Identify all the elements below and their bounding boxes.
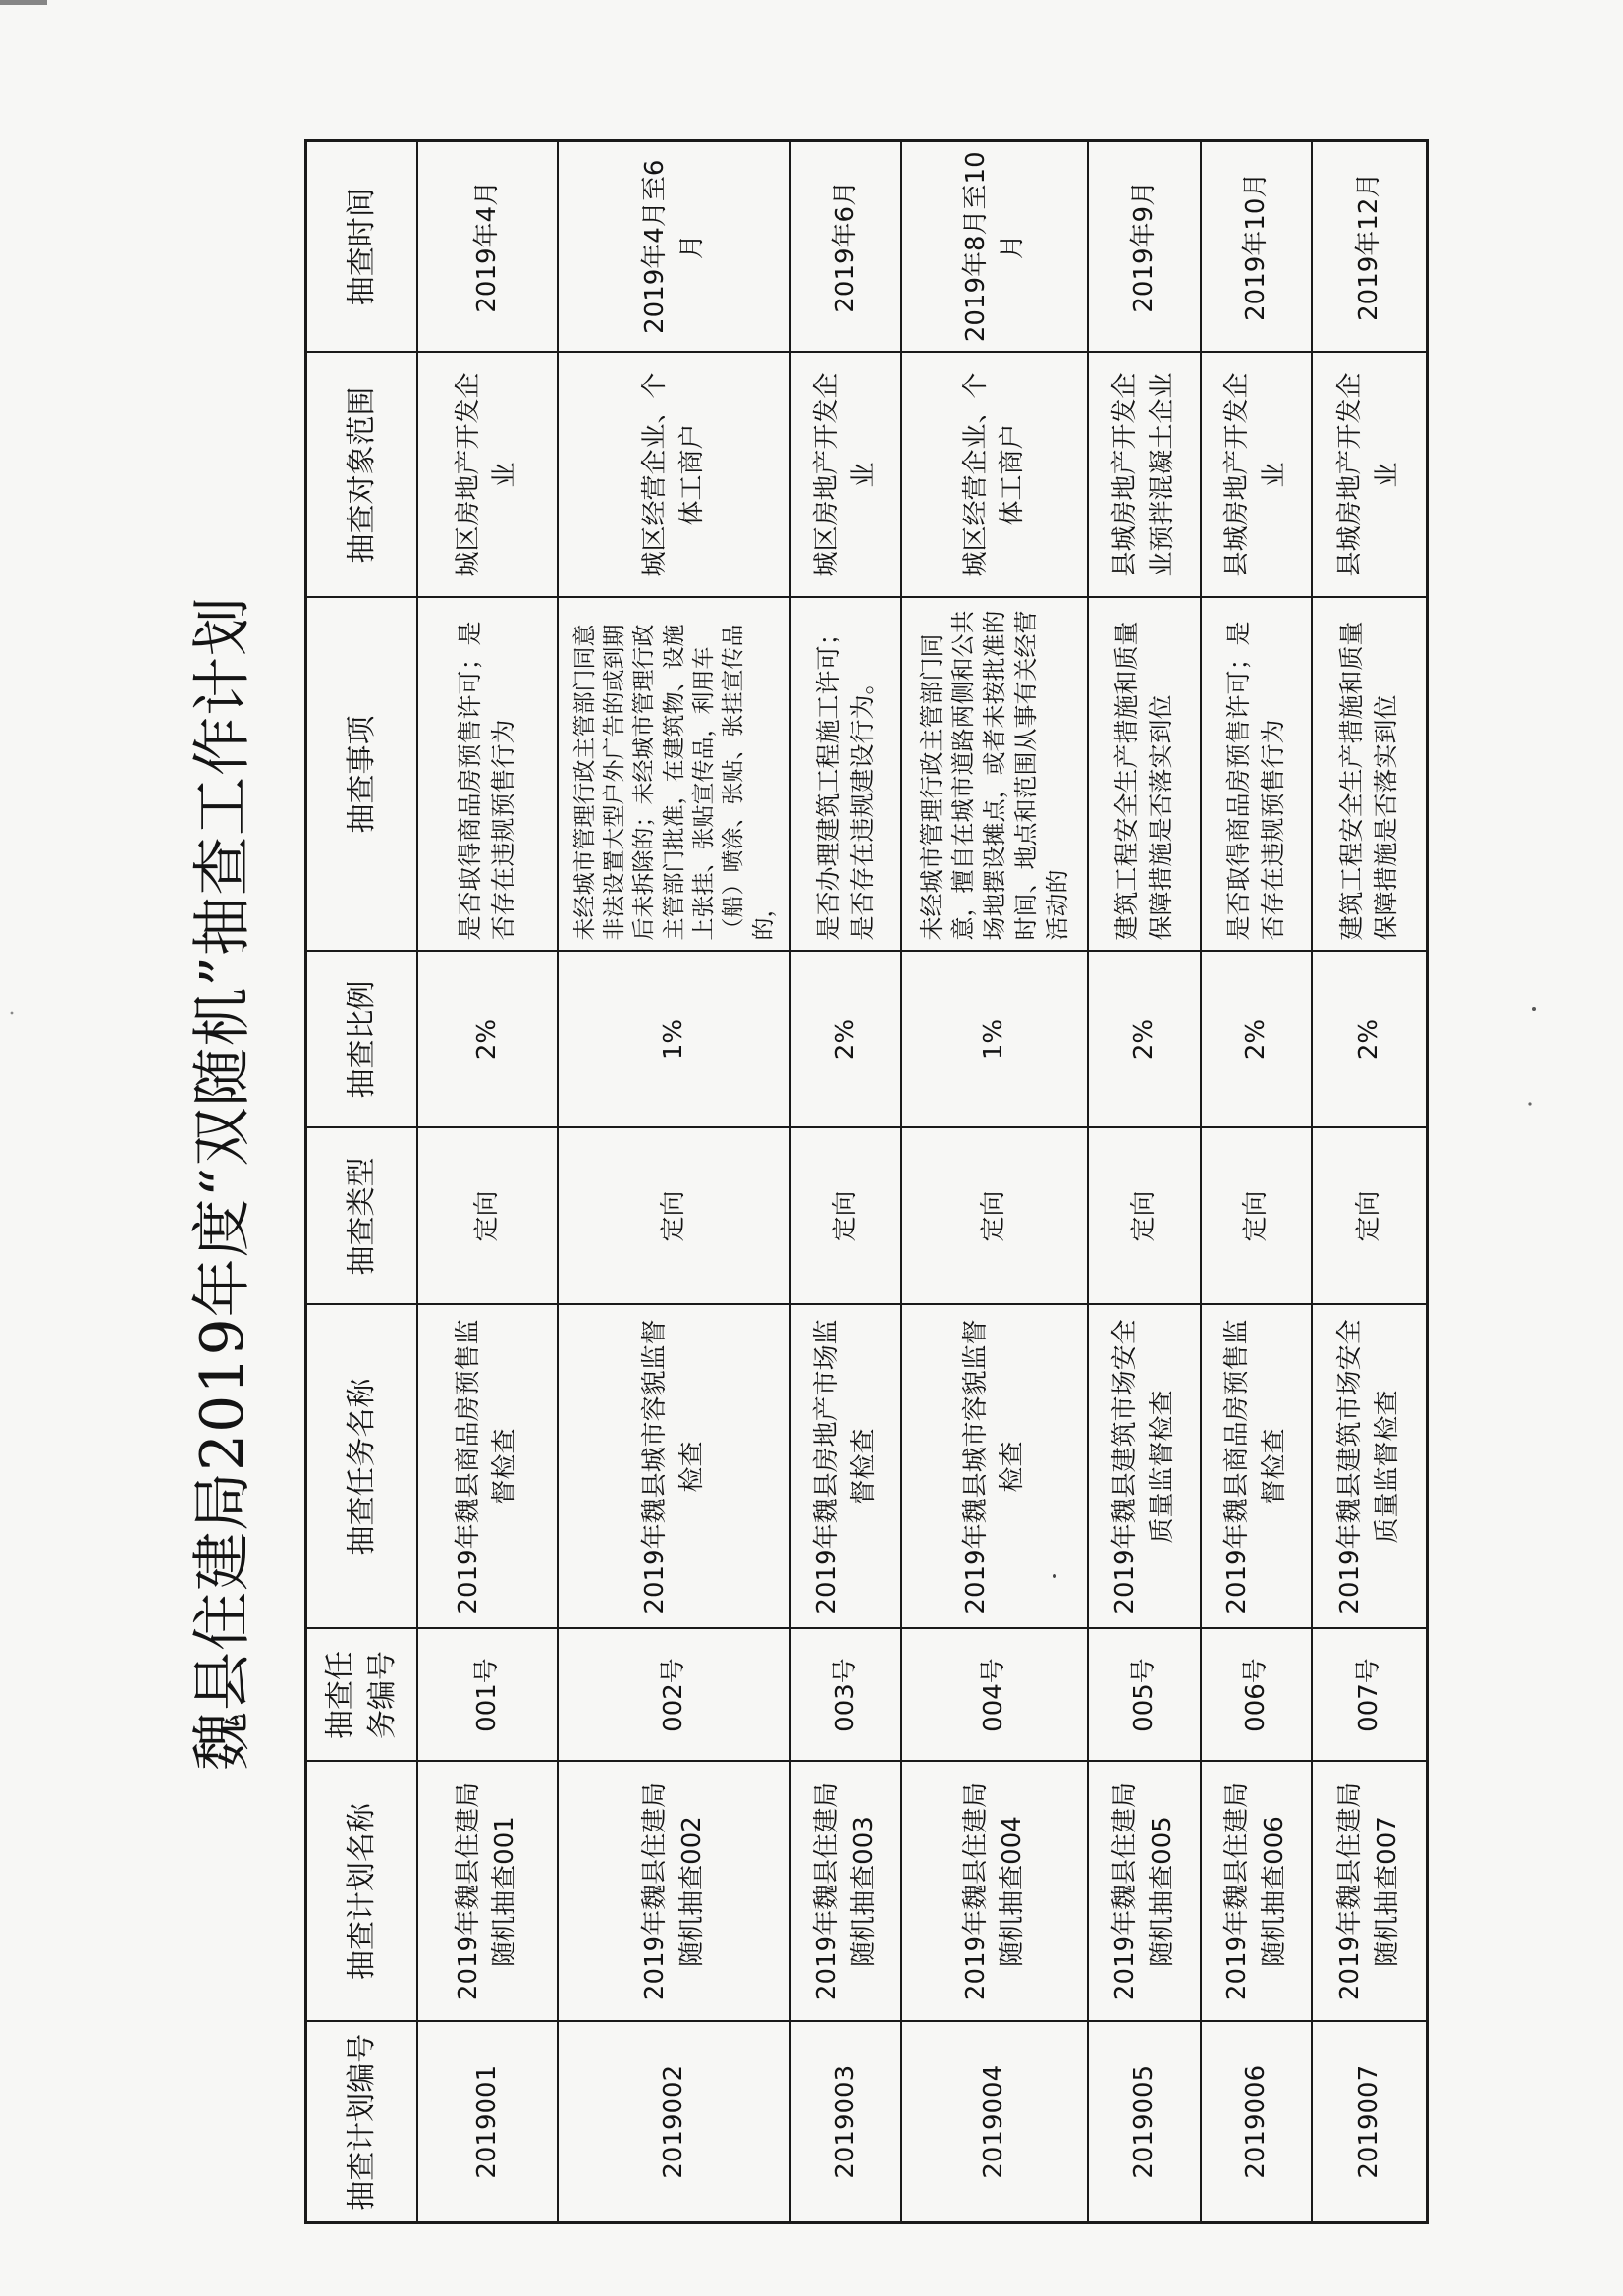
cell-items: 是否取得商品房预售许可；是否存在违规预售行为: [1201, 598, 1312, 952]
header-type: 抽查类型: [306, 1128, 417, 1305]
document-title: 魏县住建局2019年度“双随机”抽查工作计划: [189, 595, 257, 1772]
cell-time: 2019年4月: [417, 141, 559, 353]
cell-time: 2019年4月至6月: [558, 141, 790, 353]
table-row: [1088, 141, 1201, 2223]
cell-type: 定向: [790, 1128, 901, 1305]
cell-scope: 县城房地产开发企业: [1312, 353, 1427, 598]
cell-plan-name: 2019年魏县住建局随机抽查002: [558, 1762, 790, 2022]
header-task-name: 抽查任务名称: [306, 1305, 417, 1629]
cell-items: 未经城市管理行政主管部门同意非法设置大型户外广告的或到期后未拆除的；未经城市管理行政主管部门批准，在建筑物、设施上张挂、张贴宣传品，利用车（船）喷涂、张贴、张挂宣传品的，: [558, 598, 790, 952]
cell-task-no: 004号: [901, 1629, 1088, 1762]
cell-scope: 城区经营企业、个体工商户: [901, 353, 1088, 598]
cell-time: 2019年9月: [1088, 141, 1201, 353]
cell-task-no: 005号: [1088, 1629, 1201, 1762]
cell-ratio: 2%: [1088, 952, 1201, 1128]
cell-plan-name: 2019年魏县住建局随机抽查001: [417, 1762, 559, 2022]
header-plan-name: 抽查计划名称: [306, 1762, 417, 2022]
cell-plan-name: 2019年魏县住建局随机抽查005: [1088, 1762, 1201, 2022]
cell-type: 定向: [1088, 1128, 1201, 1305]
table-header-row: [306, 141, 417, 2223]
header-time: 抽查时间: [306, 141, 417, 353]
cell-plan-name: 2019年魏县住建局随机抽查007: [1312, 1762, 1427, 2022]
cell-task-no: 006号: [1201, 1629, 1312, 1762]
cell-plan-no: 2019006: [1201, 2022, 1312, 2223]
cell-plan-no: 2019007: [1312, 2022, 1427, 2223]
cell-plan-no: 2019005: [1088, 2022, 1201, 2223]
cell-ratio: 2%: [417, 952, 559, 1128]
cell-time: 2019年6月: [790, 141, 901, 353]
cell-type: 定向: [901, 1128, 1088, 1305]
cell-ratio: 2%: [790, 952, 901, 1128]
cell-items: 建筑工程安全生产措施和质量保障措施是否落实到位: [1088, 598, 1201, 952]
cell-task-name: 2019年魏县建筑市场安全质量监督检查: [1088, 1305, 1201, 1629]
cell-ratio: 2%: [1201, 952, 1312, 1128]
cell-items: 未经城市管理行政主管部门同意，擅自在城市道路两侧和公共场地摆设摊点，或者未按批准的时间、地点和范围从事有关经营活动的: [901, 598, 1088, 952]
cell-task-no: 002号: [558, 1629, 790, 1762]
cell-items: 是否取得商品房预售许可；是否存在违规预售行为: [417, 598, 559, 952]
cell-time: 2019年12月: [1312, 141, 1427, 353]
header-plan-no: 抽查计划编号: [306, 2022, 417, 2223]
cell-task-no: 003号: [790, 1629, 901, 1762]
cell-ratio: 2%: [1312, 952, 1427, 1128]
cell-time: 2019年10月: [1201, 141, 1312, 353]
cell-task-name: 2019年魏县房地产市场监督检查: [790, 1305, 901, 1629]
header-ratio: 抽查比例: [306, 952, 417, 1128]
cell-task-name: 2019年魏县城市容貌监督检查: [558, 1305, 790, 1629]
header-items: 抽查事项: [306, 598, 417, 952]
cell-plan-no: 2019001: [417, 2022, 559, 2223]
cell-plan-no: 2019003: [790, 2022, 901, 2223]
cell-plan-name: 2019年魏县住建局随机抽查003: [790, 1762, 901, 2022]
table-row: [901, 141, 1088, 2223]
cell-scope: 县城房地产开发企业预拌混凝土企业: [1088, 353, 1201, 598]
cell-items: 是否办理建筑工程施工许可；是否存在违规建设行为。: [790, 598, 901, 952]
cell-task-name: 2019年魏县建筑市场安全质量监督检查: [1312, 1305, 1427, 1629]
cell-type: 定向: [1312, 1128, 1427, 1305]
cell-type: 定向: [1201, 1128, 1312, 1305]
cell-scope: 县城房地产开发企业: [1201, 353, 1312, 598]
cell-task-no: 007号: [1312, 1629, 1427, 1762]
cell-ratio: 1%: [901, 952, 1088, 1128]
rotated-content: [162, 142, 1429, 2224]
cell-type: 定向: [558, 1128, 790, 1305]
cell-task-name: 2019年魏县商品房预售监督检查: [1201, 1305, 1312, 1629]
cell-scope: 城区房地产开发企业: [790, 353, 901, 598]
cell-scope: 城区房地产开发企业: [417, 353, 559, 598]
table-row: [417, 141, 559, 2223]
cell-time: 2019年8月至10月: [901, 141, 1088, 353]
cell-task-name: 2019年魏县城市容貌监督检查: [901, 1305, 1088, 1629]
header-task-no: 抽查任务编号: [306, 1629, 417, 1762]
cell-ratio: 1%: [558, 952, 790, 1128]
cell-type: 定向: [417, 1128, 559, 1305]
cell-plan-name: 2019年魏县住建局随机抽查004: [901, 1762, 1088, 2022]
table-row: [1312, 141, 1427, 2223]
cell-plan-no: 2019002: [558, 2022, 790, 2223]
header-scope: 抽查对象范围: [306, 353, 417, 598]
cell-plan-no: 2019004: [901, 2022, 1088, 2223]
table-row: [558, 141, 790, 2223]
cell-items: 建筑工程安全生产措施和质量保障措施是否落实到位: [1312, 598, 1427, 952]
cell-task-name: 2019年魏县商品房预售监督检查: [417, 1305, 559, 1629]
table-row: [790, 141, 901, 2223]
plan-table: [304, 139, 1429, 2224]
cell-task-no: 001号: [417, 1629, 559, 1762]
cell-plan-name: 2019年魏县住建局随机抽查006: [1201, 1762, 1312, 2022]
table-row: [1201, 141, 1312, 2223]
cell-scope: 城区经营企业、个体工商户: [558, 353, 790, 598]
